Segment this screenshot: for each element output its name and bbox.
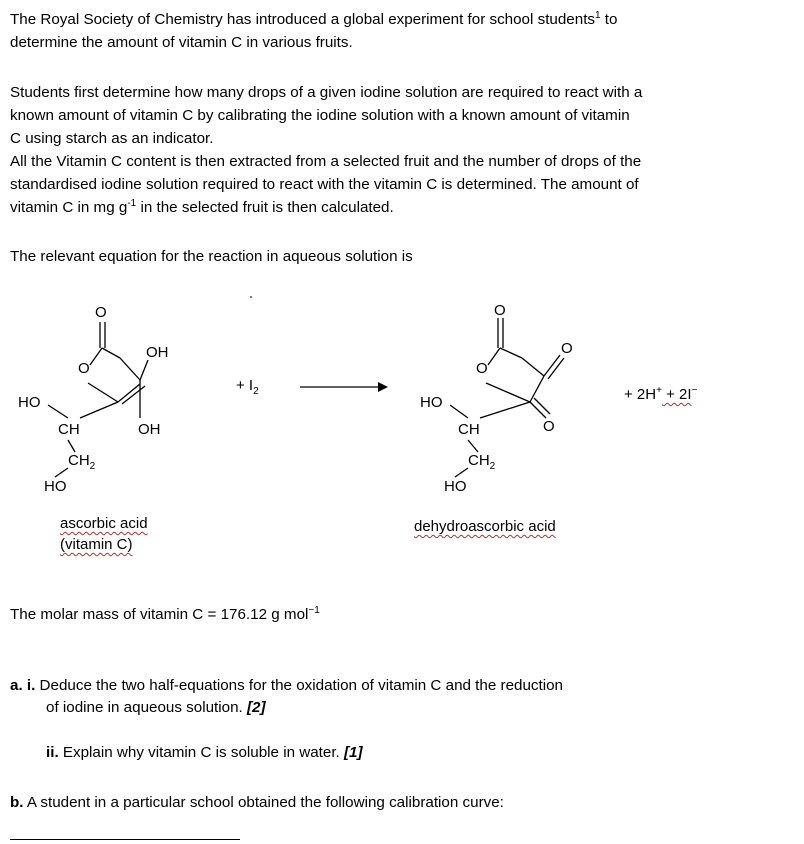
atom-ho-left: HO bbox=[18, 394, 41, 411]
byproducts bbox=[624, 386, 697, 404]
question-b-label: b. bbox=[10, 794, 24, 811]
question-a-i-text-2: of iodine in aqueous solution. bbox=[46, 699, 247, 716]
atom-o-carbonyl: O bbox=[95, 304, 107, 321]
ch2-subscript: 2 bbox=[89, 461, 96, 472]
product-atom-ch: CH bbox=[458, 421, 480, 438]
iodide-ion-term: + 2I bbox=[661, 386, 692, 403]
molar-mass-text: The molar mass of vitamin C = 176.12 g mol bbox=[10, 606, 309, 623]
method-text: vitamin C in mg g bbox=[10, 199, 128, 216]
unit-exponent: -1 bbox=[127, 198, 137, 209]
vitamin-c-name: (vitamin C) bbox=[60, 536, 133, 553]
product-atom-ho-bottom: HO bbox=[444, 478, 467, 495]
iodide-charge: − bbox=[691, 385, 698, 396]
question-a-ii-marks: [1] bbox=[343, 744, 363, 761]
product-atom-ho-left: HO bbox=[420, 394, 443, 411]
arrow-head bbox=[378, 382, 388, 392]
reagent-text: + I bbox=[236, 377, 254, 394]
ascorbic-acid-name: ascorbic acid bbox=[60, 515, 148, 532]
hydrogen-charge: + bbox=[656, 385, 662, 396]
stray-dot bbox=[250, 296, 252, 298]
dehydroascorbic-acid-name: dehydroascorbic acid bbox=[414, 518, 556, 535]
question-a-ii bbox=[46, 742, 363, 764]
molar-mass-line bbox=[10, 603, 320, 626]
ch2-text: CH bbox=[68, 452, 90, 469]
question-a-i bbox=[10, 675, 563, 697]
product-atom-o-ring: O bbox=[476, 360, 488, 377]
question-a-i-line-2 bbox=[46, 697, 266, 719]
ascorbic-acid-bonds bbox=[48, 322, 148, 477]
atom-oh-top: OH bbox=[146, 344, 169, 361]
intro-text-end: to bbox=[600, 11, 618, 28]
atom-oh-bottom: OH bbox=[138, 421, 161, 438]
product-ch2-text: CH bbox=[468, 452, 490, 469]
product-atom-o-keto-down: O bbox=[543, 418, 555, 435]
hydrogen-ion-term: + 2H bbox=[624, 386, 657, 403]
molar-mass-exponent: −1 bbox=[308, 605, 320, 616]
atom-ch2 bbox=[68, 452, 95, 476]
method-line-2: known amount of vitamin C by calibrating the iodine solution with a known amount of vitamin bbox=[10, 107, 630, 124]
method-line-3: C using starch as an indicator. bbox=[10, 130, 214, 147]
question-a-i-marks: [2] bbox=[246, 699, 266, 716]
footnote-mark: 1 bbox=[595, 10, 601, 21]
footnote-separator bbox=[10, 839, 240, 840]
product-atom-ch2 bbox=[468, 452, 495, 476]
product-ch2-subscript: 2 bbox=[489, 461, 496, 472]
question-a-i-text: Deduce the two half-equations for the oxidation of vitamin C and the reduction bbox=[35, 677, 563, 694]
method-text-end: in the selected fruit is then calculated. bbox=[136, 199, 394, 216]
question-b-text: A student in a particular school obtained the following calibration curve: bbox=[23, 794, 504, 811]
method-line-4: All the Vitamin C content is then extracted from a selected fruit and the number of drops of the bbox=[10, 153, 642, 170]
intro-text: The Royal Society of Chemistry has introduced a global experiment for school students bbox=[10, 11, 596, 28]
method-line-1: Students first determine how many drops of a given iodine solution are required to react with a bbox=[10, 84, 643, 101]
question-a-ii-text: Explain why vitamin C is soluble in water. bbox=[58, 744, 344, 761]
equation-intro: The relevant equation for the reaction in aqueous solution is bbox=[10, 248, 413, 265]
atom-ho-bottom: HO bbox=[44, 478, 67, 495]
product-atom-o-carbonyl: O bbox=[494, 302, 506, 319]
atom-o-ring: O bbox=[78, 360, 90, 377]
question-a-i-label: a. i. bbox=[10, 677, 36, 694]
intro-line-2: determine the amount of vitamin C in various fruits. bbox=[10, 34, 353, 51]
method-line-5: standardised iodine solution required to react with the vitamin C is determined. The amount of bbox=[10, 176, 639, 193]
product-atom-o-keto-right: O bbox=[561, 340, 573, 357]
question-b bbox=[10, 792, 504, 814]
iodine-reagent bbox=[236, 377, 259, 401]
question-a-ii-label: ii. bbox=[46, 744, 59, 761]
atom-ch: CH bbox=[58, 421, 80, 438]
reagent-subscript: 2 bbox=[253, 386, 259, 397]
